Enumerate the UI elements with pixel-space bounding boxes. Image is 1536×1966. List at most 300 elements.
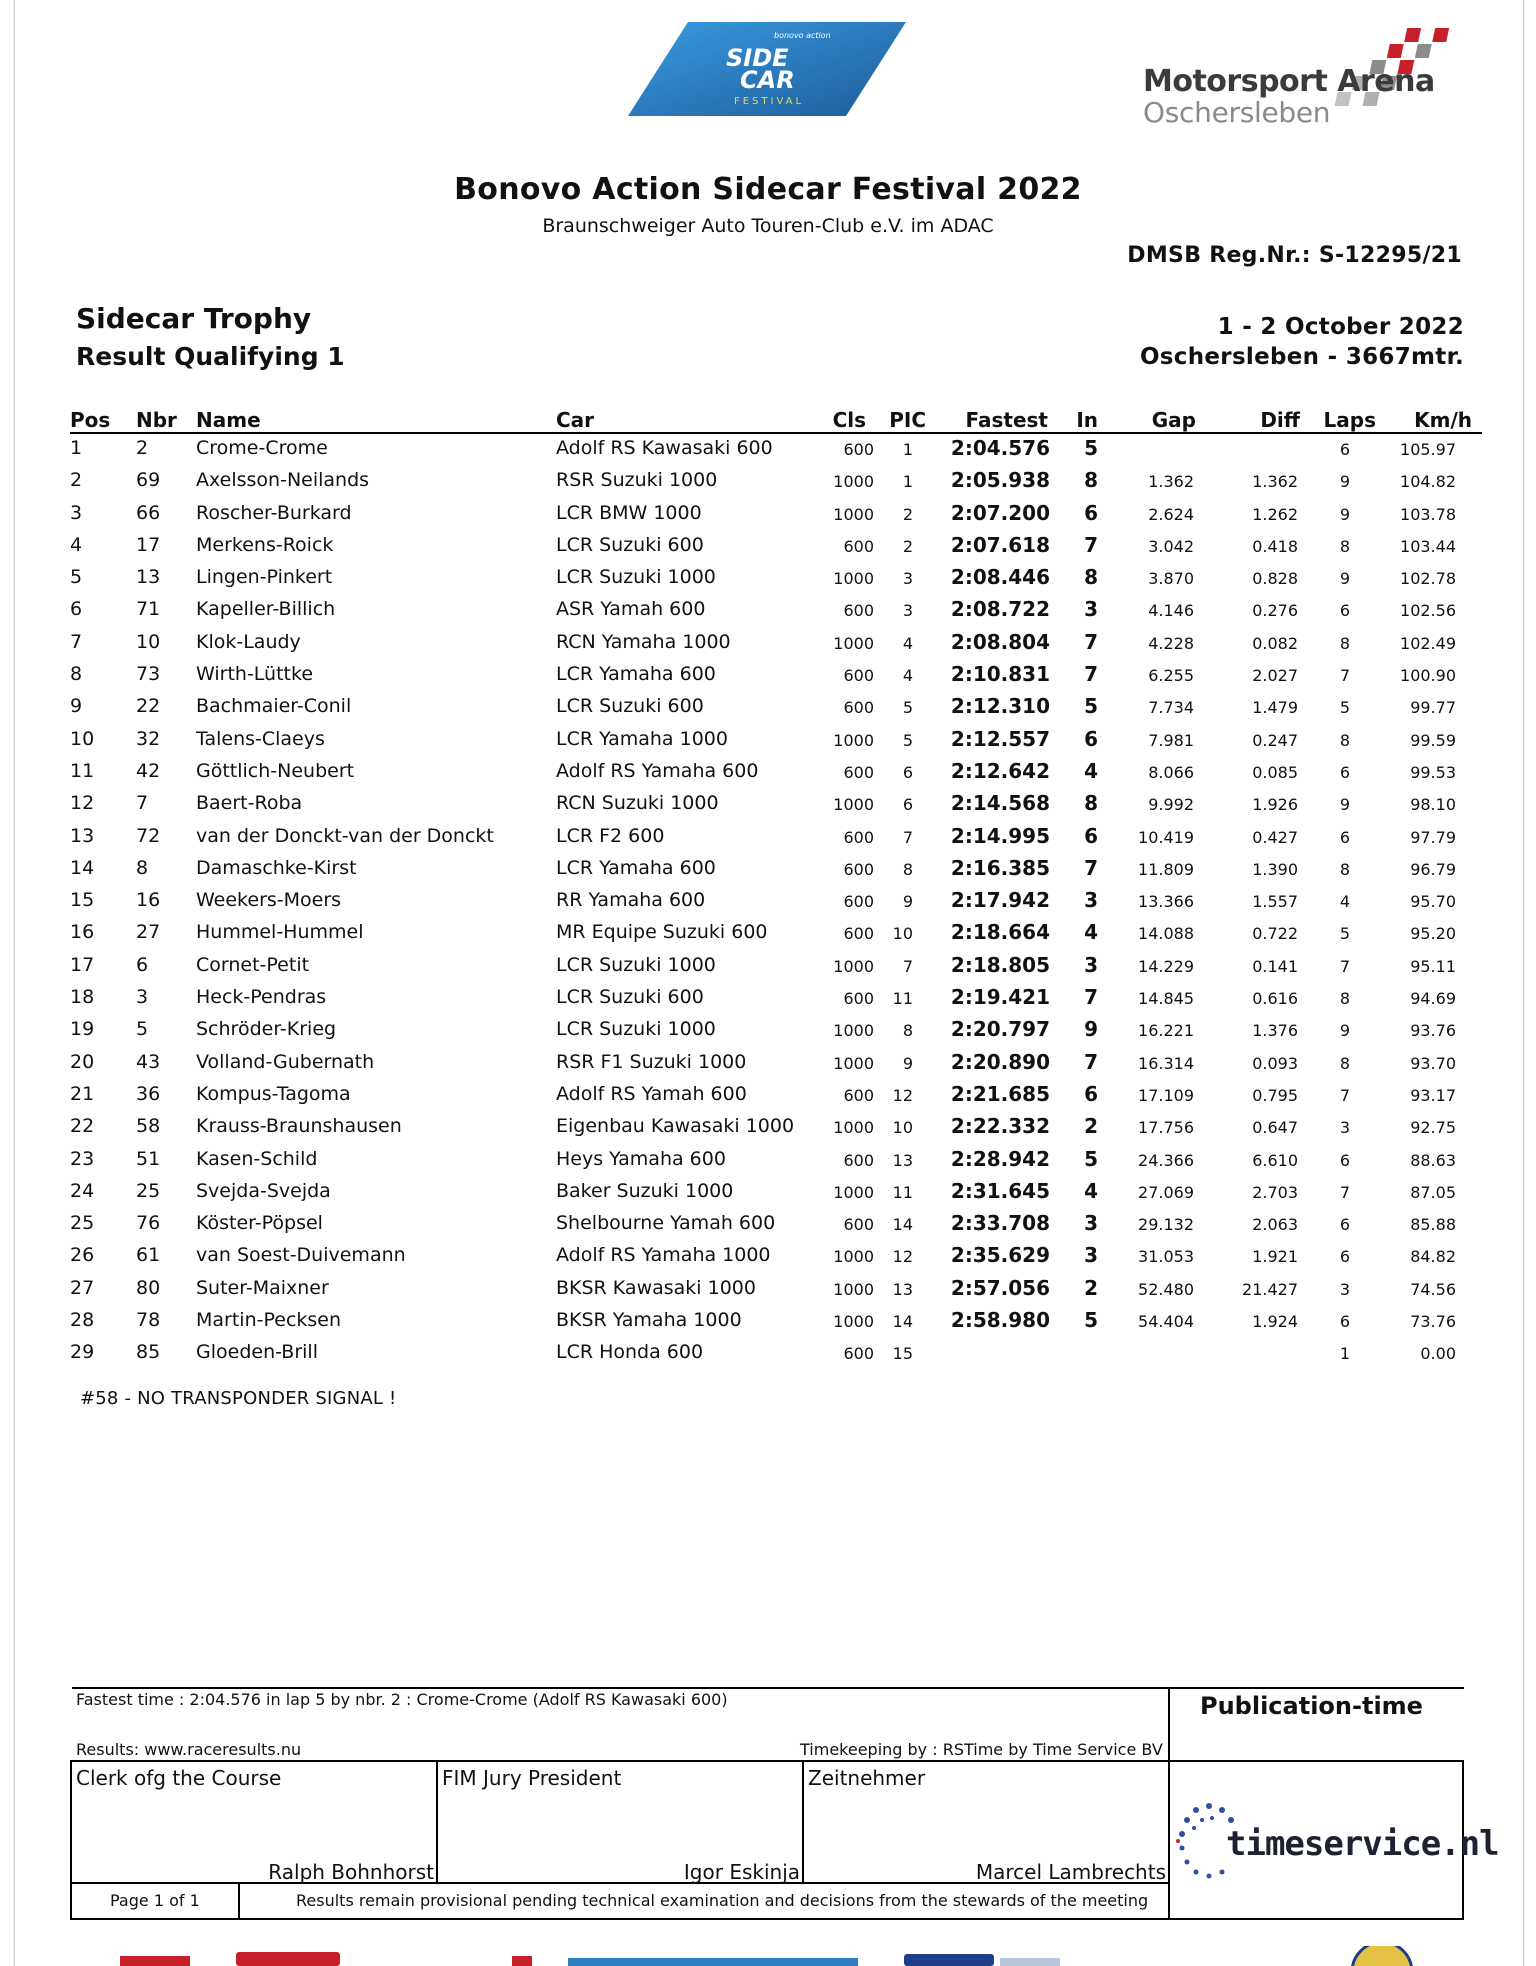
cell-laps: 9 xyxy=(1339,504,1350,524)
cell-name: Baert-Roba xyxy=(196,792,303,815)
cell-car: LCR Honda 600 xyxy=(556,1341,704,1364)
cell-gap: 6.255 xyxy=(1148,666,1194,686)
table-row xyxy=(70,434,1482,466)
cell-laps: 6 xyxy=(1339,1150,1350,1170)
cell-cls: 1000 xyxy=(833,1118,874,1138)
cell-cls: 1000 xyxy=(833,730,874,750)
class-name: Sidecar Trophy xyxy=(76,302,312,335)
cell-pos: 2 xyxy=(70,469,83,492)
cell-name: Cornet-Petit xyxy=(196,953,310,976)
page-footer-bar xyxy=(70,1884,1170,1920)
table-row xyxy=(70,1274,1482,1306)
cell-cls: 600 xyxy=(843,601,874,621)
cell-name: Göttlich-Neubert xyxy=(196,759,355,782)
arena-logo-word1: Motorsport Arena xyxy=(1143,64,1435,99)
cell-gap: 4.146 xyxy=(1148,601,1194,621)
cell-name: Volland-Gubernath xyxy=(196,1050,375,1073)
cell-in: 9 xyxy=(1084,1017,1098,1042)
cell-pos: 11 xyxy=(70,759,95,782)
cell-gap: 7.734 xyxy=(1148,698,1194,718)
cell-pos: 9 xyxy=(70,695,83,718)
cell-car: BKSR Yamaha 1000 xyxy=(556,1309,742,1332)
cell-car: RSR F1 Suzuki 1000 xyxy=(556,1050,747,1073)
event-title: Bonovo Action Sidecar Festival 2022 xyxy=(454,172,1082,207)
cell-in: 8 xyxy=(1084,468,1098,493)
cell-diff: 0.795 xyxy=(1252,1085,1298,1105)
cell-nbr: 32 xyxy=(136,727,161,750)
cell-car: Shelbourne Yamah 600 xyxy=(556,1212,776,1235)
cell-diff: 0.828 xyxy=(1252,569,1298,589)
cell-car: Heys Yamaha 600 xyxy=(556,1147,726,1170)
cell-nbr: 3 xyxy=(136,986,149,1009)
cell-laps: 6 xyxy=(1339,1215,1350,1235)
event-venue: Oschersleben - 3667mtr. xyxy=(1139,344,1464,370)
cell-laps: 9 xyxy=(1339,795,1350,815)
cell-pos: 7 xyxy=(70,630,83,653)
table-row xyxy=(70,1241,1482,1273)
cell-fast: 2:58.980 xyxy=(950,1308,1050,1333)
cell-kmh: 105.97 xyxy=(1400,440,1456,459)
cell-cls: 1000 xyxy=(833,1312,874,1332)
table-row xyxy=(70,563,1482,595)
cell-gap: 2.624 xyxy=(1148,504,1194,524)
table-row xyxy=(70,822,1482,854)
cell-cls: 600 xyxy=(843,859,874,879)
cell-pic: 10 xyxy=(892,924,913,944)
cell-pic: 8 xyxy=(902,859,913,879)
signature-role: Zeitnehmer xyxy=(808,1766,926,1790)
column-header-gap: Gap xyxy=(1151,408,1196,432)
cell-kmh: 93.76 xyxy=(1410,1021,1456,1041)
signature-clerk xyxy=(70,1760,438,1884)
cell-gap: 10.419 xyxy=(1138,827,1194,847)
cell-cls: 600 xyxy=(843,827,874,847)
cell-pic: 6 xyxy=(902,795,913,815)
signature-role: Clerk ofg the Course xyxy=(76,1766,282,1790)
cell-kmh: 93.17 xyxy=(1410,1085,1456,1105)
cell-pos: 13 xyxy=(70,824,95,847)
fastest-time: Fastest time : 2:04.576 in lap 5 by nbr. 2 : Crome-Crome (Adolf RS Kawasaki 600) xyxy=(76,1690,728,1709)
timekeeping: Timekeeping by : RSTime by Time Service BV xyxy=(800,1740,1163,1759)
cell-name: Damaschke-Kirst xyxy=(196,856,357,879)
cell-fast: 2:57.056 xyxy=(950,1275,1050,1300)
cell-in: 7 xyxy=(1084,532,1098,557)
cell-name: Krauss-Braunshausen xyxy=(196,1115,402,1138)
cell-car: Adolf RS Kawasaki 600 xyxy=(556,437,773,459)
cell-cls: 1000 xyxy=(833,956,874,976)
cell-laps: 7 xyxy=(1339,1182,1350,1202)
cell-fast: 2:04.576 xyxy=(950,436,1050,460)
table-row xyxy=(70,692,1482,724)
event-date: 1 - 2 October 2022 xyxy=(1217,314,1464,340)
festival-logo-car: CAR xyxy=(740,66,795,94)
cell-in: 5 xyxy=(1084,436,1098,460)
cell-diff: 0.722 xyxy=(1252,924,1298,944)
cell-fast: 2:05.938 xyxy=(950,468,1050,493)
cell-pic: 4 xyxy=(902,633,913,653)
cell-diff: 0.276 xyxy=(1252,601,1298,621)
cell-pic: 9 xyxy=(902,892,913,912)
cell-car: RSR Suzuki 1000 xyxy=(556,469,718,492)
cell-nbr: 13 xyxy=(136,566,161,589)
cell-fast: 2:12.642 xyxy=(950,758,1050,783)
cell-diff: 6.610 xyxy=(1252,1150,1298,1170)
cell-in: 8 xyxy=(1084,791,1098,816)
cell-laps: 8 xyxy=(1339,633,1350,653)
cell-car: LCR Yamaha 600 xyxy=(556,663,716,686)
cell-nbr: 72 xyxy=(136,824,161,847)
cell-pic: 14 xyxy=(892,1312,913,1332)
cell-car: LCR Suzuki 1000 xyxy=(556,953,716,976)
column-header-pos: Pos xyxy=(70,408,111,432)
cell-pos: 3 xyxy=(70,501,83,524)
cell-cls: 1000 xyxy=(833,569,874,589)
cell-cls: 600 xyxy=(843,1150,874,1170)
cell-cls: 600 xyxy=(843,989,874,1009)
cell-diff: 1.390 xyxy=(1252,859,1298,879)
festival-logo-side: SIDE xyxy=(726,44,789,72)
cell-car: LCR Suzuki 1000 xyxy=(556,566,716,589)
table-body xyxy=(70,434,1482,1371)
cell-in: 2 xyxy=(1084,1275,1098,1300)
cell-nbr: 85 xyxy=(136,1341,161,1364)
cell-cls: 600 xyxy=(843,536,874,556)
cell-pos: 5 xyxy=(70,566,83,589)
cell-kmh: 102.78 xyxy=(1400,569,1456,589)
cell-gap: 24.366 xyxy=(1138,1150,1194,1170)
cell-nbr: 25 xyxy=(136,1179,161,1202)
cell-gap: 27.069 xyxy=(1138,1182,1194,1202)
cell-diff: 2.027 xyxy=(1252,666,1298,686)
cell-pic: 4 xyxy=(902,666,913,686)
cell-pic: 5 xyxy=(902,730,913,750)
cell-pic: 11 xyxy=(892,1182,913,1202)
cell-kmh: 74.56 xyxy=(1410,1279,1456,1299)
cell-kmh: 100.90 xyxy=(1400,666,1456,686)
cell-fast: 2:08.446 xyxy=(950,565,1050,590)
cell-cls: 1000 xyxy=(833,1021,874,1041)
cell-pic: 14 xyxy=(892,1215,913,1235)
cell-in: 6 xyxy=(1084,726,1098,751)
cell-kmh: 87.05 xyxy=(1410,1182,1456,1202)
cell-laps: 9 xyxy=(1339,569,1350,589)
cell-pos: 6 xyxy=(70,598,83,621)
cell-laps: 6 xyxy=(1339,762,1350,782)
table-row xyxy=(70,1080,1482,1112)
cell-nbr: 7 xyxy=(136,792,149,815)
cell-car: LCR Suzuki 600 xyxy=(556,533,704,556)
cell-kmh: 103.78 xyxy=(1400,504,1456,524)
cell-name: Merkens-Roick xyxy=(196,533,334,556)
timeservice-logo-text: timeservice.nl xyxy=(1226,1824,1499,1864)
cell-car: LCR BMW 1000 xyxy=(556,501,702,524)
cell-in: 4 xyxy=(1084,920,1098,945)
column-header-laps: Laps xyxy=(1323,408,1376,432)
cell-pic: 15 xyxy=(892,1344,913,1364)
cell-pic: 7 xyxy=(902,827,913,847)
cell-car: RCN Yamaha 1000 xyxy=(556,630,731,653)
cell-pic: 6 xyxy=(902,762,913,782)
cell-car: LCR Suzuki 600 xyxy=(556,986,704,1009)
cell-name: van Soest-Duivemann xyxy=(196,1244,406,1267)
cell-gap: 17.109 xyxy=(1138,1085,1194,1105)
cell-in: 4 xyxy=(1084,758,1098,783)
cell-diff: 21.427 xyxy=(1242,1279,1298,1299)
cell-pic: 2 xyxy=(902,536,913,556)
timeservice-logo-box xyxy=(1168,1760,1499,1920)
cell-name: Wirth-Lüttke xyxy=(196,663,314,686)
cell-fast: 2:07.618 xyxy=(950,532,1050,557)
cell-gap: 52.480 xyxy=(1138,1279,1194,1299)
signature-person: Ralph Bohnhorst xyxy=(268,1860,434,1884)
cell-laps: 6 xyxy=(1339,601,1350,621)
cell-cls: 1000 xyxy=(833,472,874,492)
cell-gap: 31.053 xyxy=(1138,1247,1194,1267)
cell-nbr: 76 xyxy=(136,1212,161,1235)
table-row xyxy=(70,1015,1482,1047)
sidecar-festival-logo xyxy=(628,22,906,116)
cell-pos: 15 xyxy=(70,889,95,912)
cell-car: LCR F2 600 xyxy=(556,824,665,847)
table-row xyxy=(70,1306,1482,1338)
cell-pos: 19 xyxy=(70,1018,95,1041)
cell-nbr: 78 xyxy=(136,1309,161,1332)
cell-pic: 1 xyxy=(902,472,913,492)
cell-pic: 8 xyxy=(902,1021,913,1041)
cell-pos: 18 xyxy=(70,986,95,1009)
motorsport-arena-logo xyxy=(1140,24,1450,134)
column-header-diff: Diff xyxy=(1260,408,1300,432)
cell-pos: 20 xyxy=(70,1050,95,1073)
cell-in: 3 xyxy=(1084,888,1098,913)
cell-fast: 2:16.385 xyxy=(950,855,1050,880)
cell-laps: 8 xyxy=(1339,1053,1350,1073)
publication-time-label: Publication-time xyxy=(1200,1692,1423,1720)
cell-in: 8 xyxy=(1084,565,1098,590)
table-row xyxy=(70,757,1482,789)
cell-kmh: 99.53 xyxy=(1410,762,1456,782)
cell-diff: 0.616 xyxy=(1252,989,1298,1009)
cell-cls: 1000 xyxy=(833,1247,874,1267)
cell-diff: 0.418 xyxy=(1252,536,1298,556)
cell-car: LCR Suzuki 600 xyxy=(556,695,704,718)
table-row xyxy=(70,1338,1482,1370)
cell-name: Köster-Pöpsel xyxy=(196,1212,323,1235)
cell-in: 3 xyxy=(1084,1243,1098,1268)
column-header-nbr: Nbr xyxy=(136,408,177,432)
cell-car: Baker Suzuki 1000 xyxy=(556,1179,734,1202)
cell-pic: 1 xyxy=(902,440,913,459)
cell-laps: 7 xyxy=(1339,1085,1350,1105)
cell-in: 3 xyxy=(1084,597,1098,622)
cell-gap: 11.809 xyxy=(1138,859,1194,879)
table-row xyxy=(70,1112,1482,1144)
cell-laps: 3 xyxy=(1339,1118,1350,1138)
cell-pos: 16 xyxy=(70,921,95,944)
footer-bar-divider xyxy=(238,1884,240,1918)
table-row xyxy=(70,466,1482,498)
cell-cls: 1000 xyxy=(833,1182,874,1202)
cell-name: Klok-Laudy xyxy=(196,630,301,653)
cell-laps: 1 xyxy=(1339,1344,1350,1364)
cell-gap: 1.362 xyxy=(1148,472,1194,492)
cell-pos: 27 xyxy=(70,1276,95,1299)
cell-laps: 6 xyxy=(1339,827,1350,847)
cell-fast: 2:19.421 xyxy=(950,985,1050,1010)
cell-pic: 9 xyxy=(902,1053,913,1073)
cell-pos: 26 xyxy=(70,1244,95,1267)
cell-pos: 17 xyxy=(70,953,95,976)
cell-name: Suter-Maixner xyxy=(196,1276,329,1299)
cell-gap: 16.221 xyxy=(1138,1021,1194,1041)
cell-nbr: 10 xyxy=(136,630,161,653)
cell-nbr: 8 xyxy=(136,856,149,879)
cell-name: Talens-Claeys xyxy=(196,727,325,750)
cell-name: Lingen-Pinkert xyxy=(196,566,333,589)
cell-in: 7 xyxy=(1084,629,1098,654)
cell-gap: 4.228 xyxy=(1148,633,1194,653)
cell-kmh: 95.70 xyxy=(1410,892,1456,912)
cell-name: Schröder-Krieg xyxy=(196,1018,337,1041)
cell-pos: 21 xyxy=(70,1082,95,1105)
cell-laps: 8 xyxy=(1339,730,1350,750)
cell-in: 7 xyxy=(1084,662,1098,687)
cell-pos: 4 xyxy=(70,533,83,556)
cell-name: Weekers-Moers xyxy=(196,889,342,912)
transponder-note: #58 - NO TRANSPONDER SIGNAL ! xyxy=(80,1388,397,1409)
cell-laps: 8 xyxy=(1339,859,1350,879)
cell-cls: 600 xyxy=(843,698,874,718)
cell-fast: 2:28.942 xyxy=(950,1146,1050,1171)
cell-pos: 23 xyxy=(70,1147,95,1170)
cell-cls: 600 xyxy=(843,1085,874,1105)
cell-kmh: 0.00 xyxy=(1420,1344,1456,1364)
column-header-cls: Cls xyxy=(832,408,866,432)
cell-kmh: 102.56 xyxy=(1400,601,1456,621)
cell-gap: 29.132 xyxy=(1138,1215,1194,1235)
cell-pos: 14 xyxy=(70,856,95,879)
cell-kmh: 85.88 xyxy=(1410,1215,1456,1235)
cell-pic: 5 xyxy=(902,698,913,718)
cell-pic: 13 xyxy=(892,1279,913,1299)
column-header-name: Name xyxy=(196,408,261,432)
cell-fast: 2:14.568 xyxy=(950,791,1050,816)
arena-logo-word2: Oschersleben xyxy=(1143,96,1331,129)
table-row xyxy=(70,499,1482,531)
column-header-fastest: Fastest xyxy=(965,408,1048,432)
cell-gap: 17.756 xyxy=(1138,1118,1194,1138)
cell-laps: 5 xyxy=(1339,924,1350,944)
cell-name: Axelsson-Neilands xyxy=(196,469,370,492)
signature-timekeeper xyxy=(802,1760,1170,1884)
cell-nbr: 42 xyxy=(136,759,161,782)
cell-cls: 1000 xyxy=(833,1053,874,1073)
cell-car: RR Yamaha 600 xyxy=(556,889,706,912)
cell-name: Svejda-Svejda xyxy=(196,1179,331,1202)
cell-nbr: 5 xyxy=(136,1018,149,1041)
cell-car: RCN Suzuki 1000 xyxy=(556,792,719,815)
table-row xyxy=(70,1048,1482,1080)
cell-pic: 3 xyxy=(902,569,913,589)
cell-fast: 2:08.722 xyxy=(950,597,1050,622)
cell-nbr: 22 xyxy=(136,695,161,718)
cell-car: LCR Yamaha 1000 xyxy=(556,727,728,750)
cell-laps: 8 xyxy=(1339,989,1350,1009)
cell-car: Adolf RS Yamah 600 xyxy=(556,1082,747,1105)
table-row xyxy=(70,918,1482,950)
cell-name: van der Donckt-van der Donckt xyxy=(196,824,494,847)
cell-laps: 6 xyxy=(1339,440,1350,459)
cell-nbr: 58 xyxy=(136,1115,161,1138)
cell-gap: 14.845 xyxy=(1138,989,1194,1009)
cell-pic: 12 xyxy=(892,1085,913,1105)
cell-car: MR Equipe Suzuki 600 xyxy=(556,921,768,944)
cell-car: LCR Yamaha 600 xyxy=(556,856,716,879)
table-row xyxy=(70,1145,1482,1177)
cell-name: Heck-Pendras xyxy=(196,986,327,1009)
disclaimer: Results remain provisional pending technical examination and decisions from the stewards of the meeting xyxy=(296,1891,1149,1910)
cell-nbr: 36 xyxy=(136,1082,161,1105)
cell-gap: 8.066 xyxy=(1148,762,1194,782)
cell-cls: 600 xyxy=(843,1344,874,1364)
cell-name: Crome-Crome xyxy=(196,437,328,459)
results-url: Results: www.raceresults.nu xyxy=(76,1740,302,1759)
cell-gap: 3.042 xyxy=(1148,536,1194,556)
cell-gap: 16.314 xyxy=(1138,1053,1194,1073)
cell-in: 3 xyxy=(1084,952,1098,977)
signature-role: FIM Jury President xyxy=(442,1766,622,1790)
cell-nbr: 16 xyxy=(136,889,161,912)
cell-in: 5 xyxy=(1084,1308,1098,1333)
cell-nbr: 71 xyxy=(136,598,161,621)
cell-nbr: 66 xyxy=(136,501,161,524)
cell-pos: 12 xyxy=(70,792,95,815)
table-row xyxy=(70,1177,1482,1209)
cell-gap: 14.088 xyxy=(1138,924,1194,944)
cell-gap: 9.992 xyxy=(1148,795,1194,815)
cell-gap: 7.981 xyxy=(1148,730,1194,750)
cell-diff: 0.085 xyxy=(1252,762,1298,782)
cell-fast: 2:14.995 xyxy=(950,823,1050,848)
cell-diff: 1.926 xyxy=(1252,795,1298,815)
cell-diff: 1.924 xyxy=(1252,1312,1298,1332)
cell-in: 7 xyxy=(1084,985,1098,1010)
signature-person: Marcel Lambrechts xyxy=(975,1860,1166,1884)
table-row xyxy=(70,854,1482,886)
cell-fast: 2:31.645 xyxy=(950,1178,1050,1203)
column-header-car: Car xyxy=(556,408,595,432)
dmsb-registration: DMSB Reg.Nr.: S-12295/21 xyxy=(1127,243,1462,268)
cell-in: 6 xyxy=(1084,823,1098,848)
cell-in: 6 xyxy=(1084,1081,1098,1106)
cell-laps: 8 xyxy=(1339,536,1350,556)
cell-kmh: 104.82 xyxy=(1400,472,1456,492)
cell-laps: 9 xyxy=(1339,1021,1350,1041)
cell-pos: 28 xyxy=(70,1309,95,1332)
cell-name: Martin-Pecksen xyxy=(196,1309,342,1332)
cell-fast: 2:12.557 xyxy=(950,726,1050,751)
cell-car: LCR Suzuki 1000 xyxy=(556,1018,716,1041)
column-header-pic: PIC xyxy=(889,408,926,432)
cell-pic: 7 xyxy=(902,956,913,976)
cell-pic: 3 xyxy=(902,601,913,621)
cell-diff: 1.479 xyxy=(1252,698,1298,718)
cell-fast: 2:18.805 xyxy=(950,952,1050,977)
cell-pos: 1 xyxy=(70,437,83,459)
cell-diff: 0.093 xyxy=(1252,1053,1298,1073)
cell-in: 7 xyxy=(1084,855,1098,880)
cell-car: Eigenbau Kawasaki 1000 xyxy=(556,1115,795,1138)
